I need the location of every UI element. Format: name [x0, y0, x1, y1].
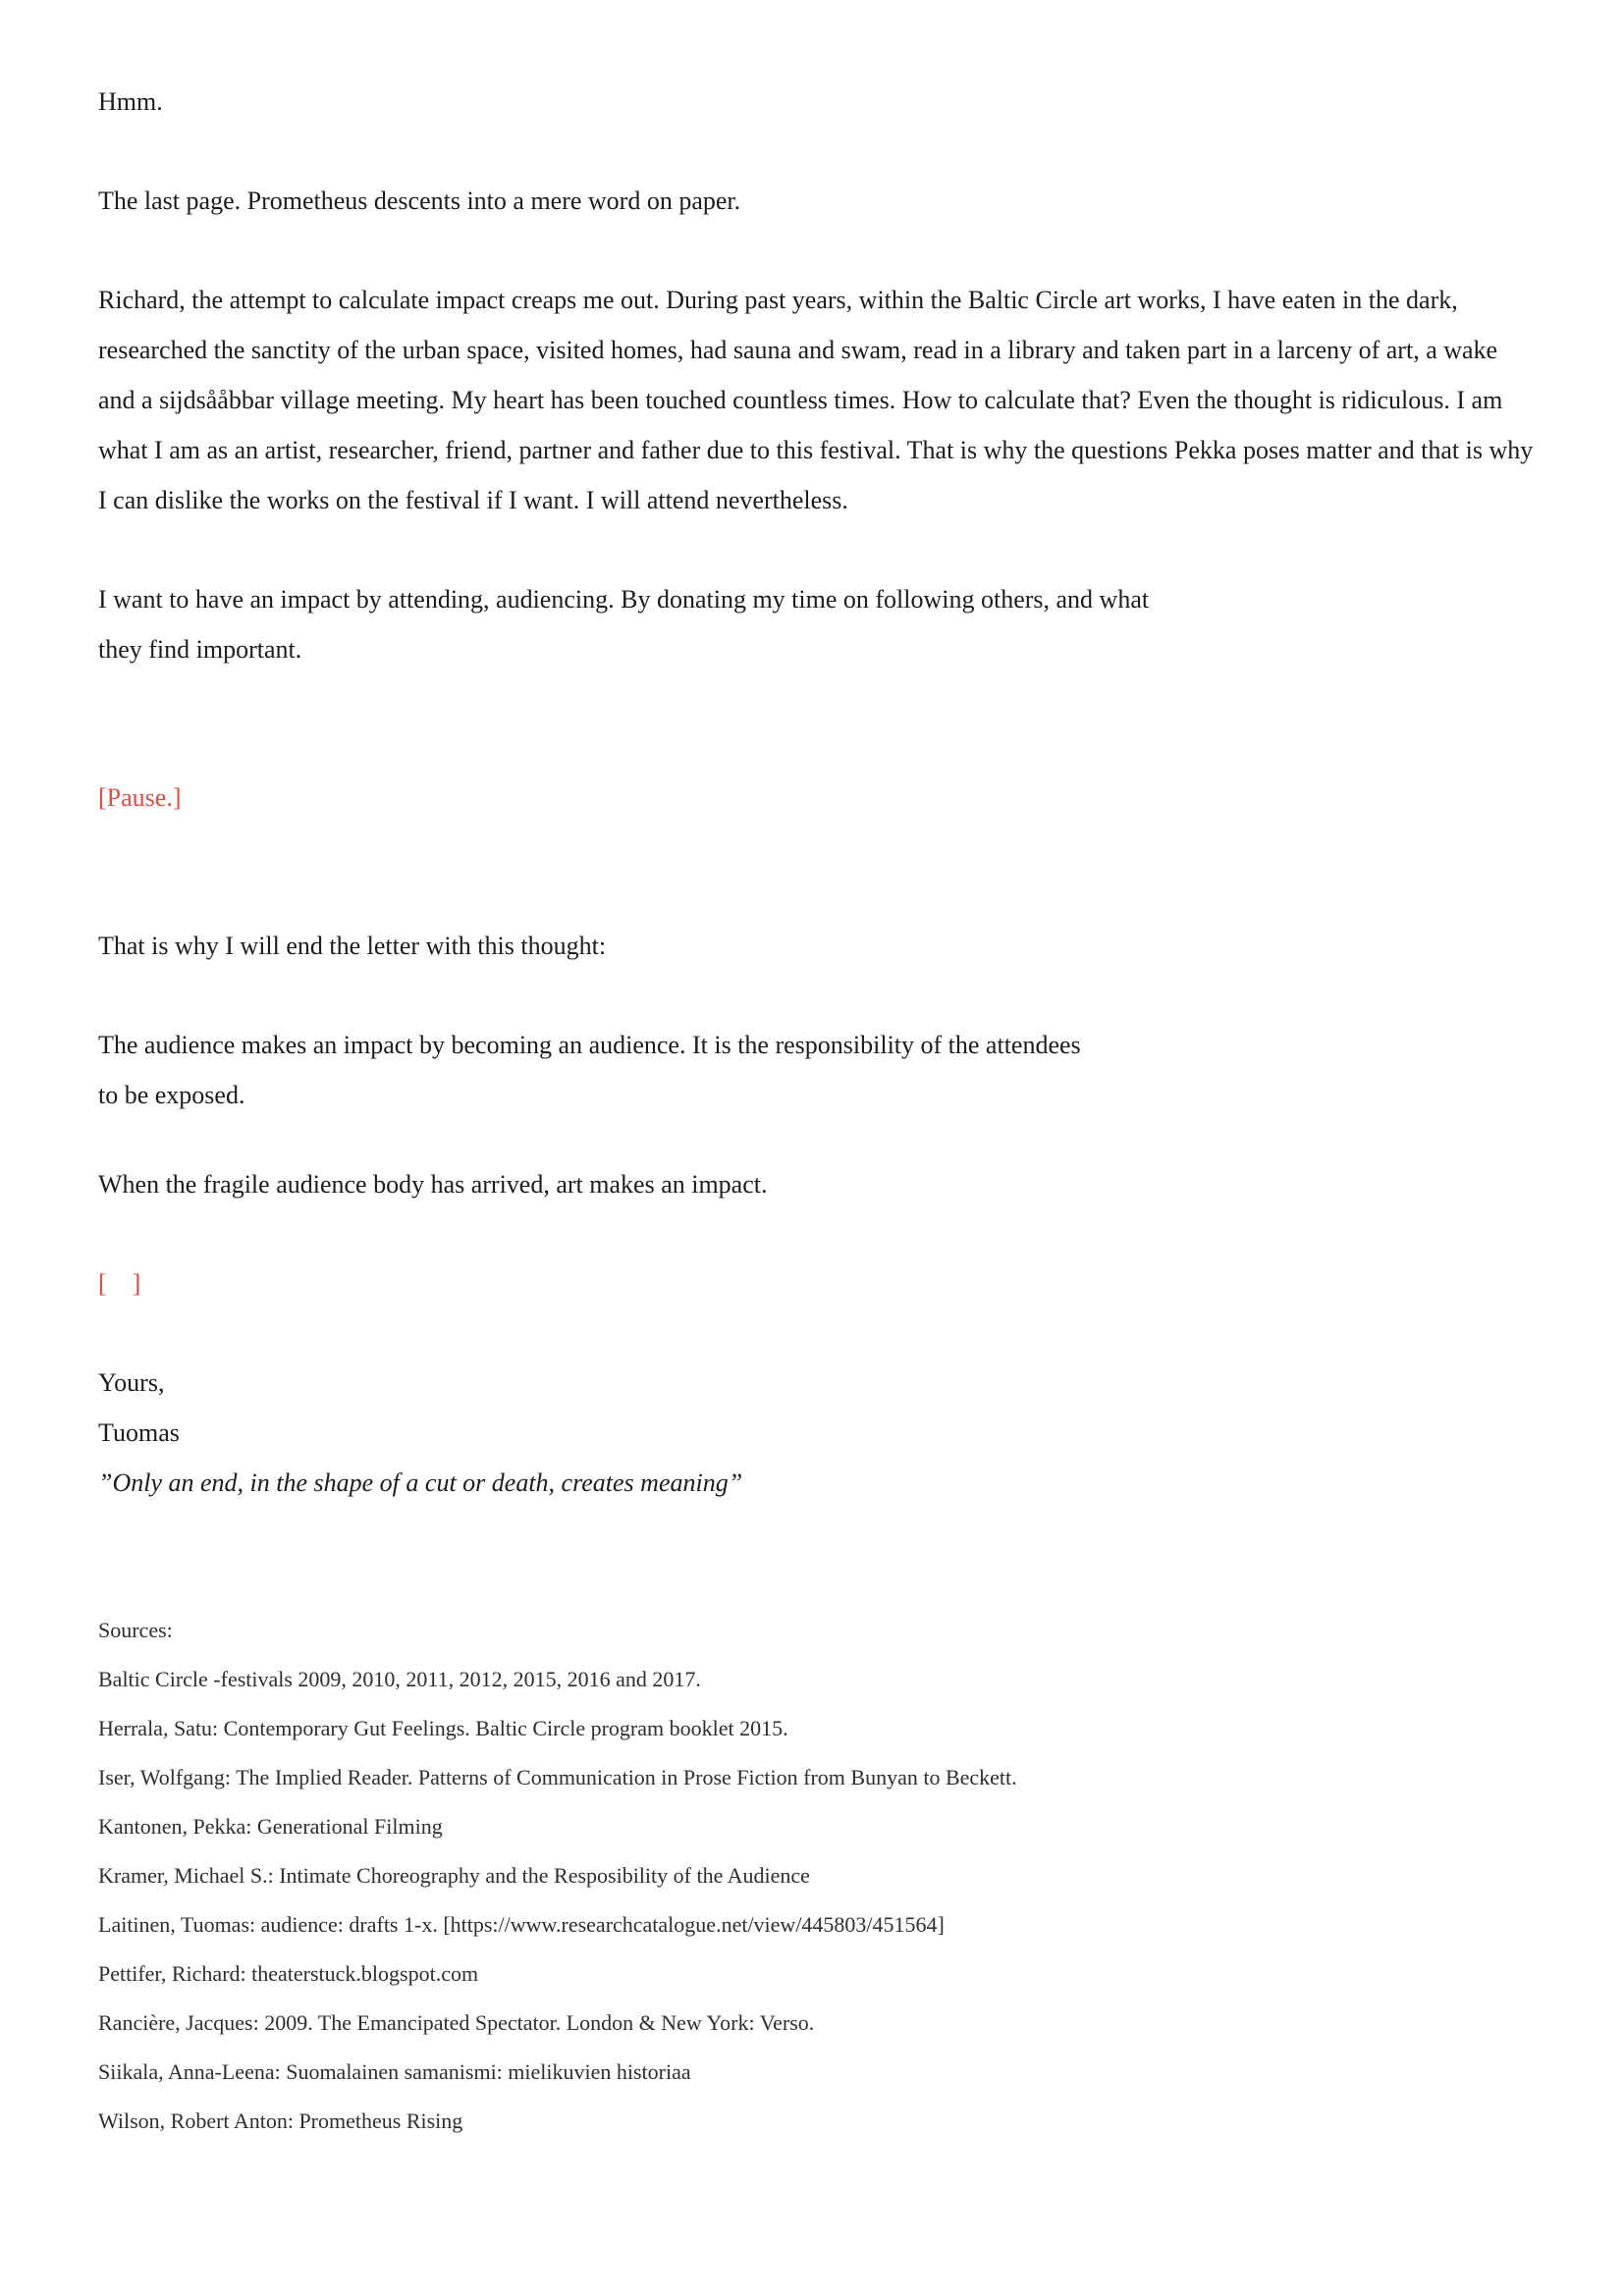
paragraph-impact: [98, 574, 1536, 674]
paragraph-fragile-audience: When the fragile audience body has arrived, art makes an impact.: [98, 1170, 768, 1199]
paragraph-thought-intro: That is why I will end the letter with this thought:: [98, 932, 607, 960]
signature-quote: ”Only an end, in the shape of a cut or death, creates meaning”: [98, 1468, 743, 1497]
paragraph-audience-line-1: The audience makes an impact by becoming an audience. It is the responsibility of the attendees: [98, 1031, 1081, 1059]
paragraph-hmm: Hmm.: [98, 87, 163, 116]
paragraph-impact-line-2: they find important.: [98, 635, 302, 664]
source-item: Iser, Wolfgang: The Implied Reader. Patterns of Communication in Prose Fiction from Bunyan to Beckett.: [98, 1765, 1017, 1789]
signature-block: [98, 1358, 1536, 1508]
source-item: Kramer, Michael S.: Intimate Choreography and the Resposibility of the Audience: [98, 1863, 810, 1888]
source-item: Siikala, Anna-Leena: Suomalainen samanismi: mielikuvien historiaa: [98, 2059, 691, 2084]
signoff-yours: Yours,: [98, 1368, 165, 1397]
sources-section: [98, 1606, 1536, 2146]
source-item: Kantonen, Pekka: Generational Filming: [98, 1814, 443, 1839]
source-item: Pettifer, Richard: theaterstuck.blogspot.com: [98, 1961, 479, 1986]
pause-marker: [Pause.]: [98, 783, 182, 812]
source-item: Rancière, Jacques: 2009. The Emancipated Spectator. London & New York: Verso.: [98, 2010, 815, 2035]
sources-heading: Sources:: [98, 1618, 173, 1642]
paragraph-audience-impact: [98, 1020, 1536, 1120]
paragraph-last-page: The last page. Prometheus descents into a mere word on paper.: [98, 187, 741, 215]
source-item: Laitinen, Tuomas: audience: drafts 1-x. [https://www.researchcatalogue.net/view/445803/451564]: [98, 1912, 945, 1937]
paragraph-audience-line-2: to be exposed.: [98, 1081, 245, 1109]
letter-body: [98, 77, 1536, 1508]
source-item: Herrala, Satu: Contemporary Gut Feelings. Baltic Circle program booklet 2015.: [98, 1716, 788, 1740]
empty-brackets-marker: [ ]: [98, 1269, 141, 1298]
paragraph-richard: Richard, the attempt to calculate impact creaps me out. During past years, within the Baltic Circle art works, I have eaten in the dark, researched the sanctity of the urban space, visited homes, had sauna and swam, read in a library and taken part in a larceny of art, a wake and a sijdsååbbar village meeting. My heart has been touched countless times. How to calculate that? Even the thought is ridiculous. I am what I am as an artist, researcher, friend, partner and father due to this festival. That is why the questions Pekka poses matter and that is why I can dislike the works on the festival if I want. I will attend nevertheless.: [98, 286, 1534, 514]
signoff-name: Tuomas: [98, 1418, 180, 1447]
source-item: Wilson, Robert Anton: Prometheus Rising: [98, 2109, 463, 2133]
paragraph-impact-line-1: I want to have an impact by attending, audiencing. By donating my time on following others, and what: [98, 585, 1150, 614]
source-item: Baltic Circle -festivals 2009, 2010, 2011, 2012, 2015, 2016 and 2017.: [98, 1667, 701, 1691]
